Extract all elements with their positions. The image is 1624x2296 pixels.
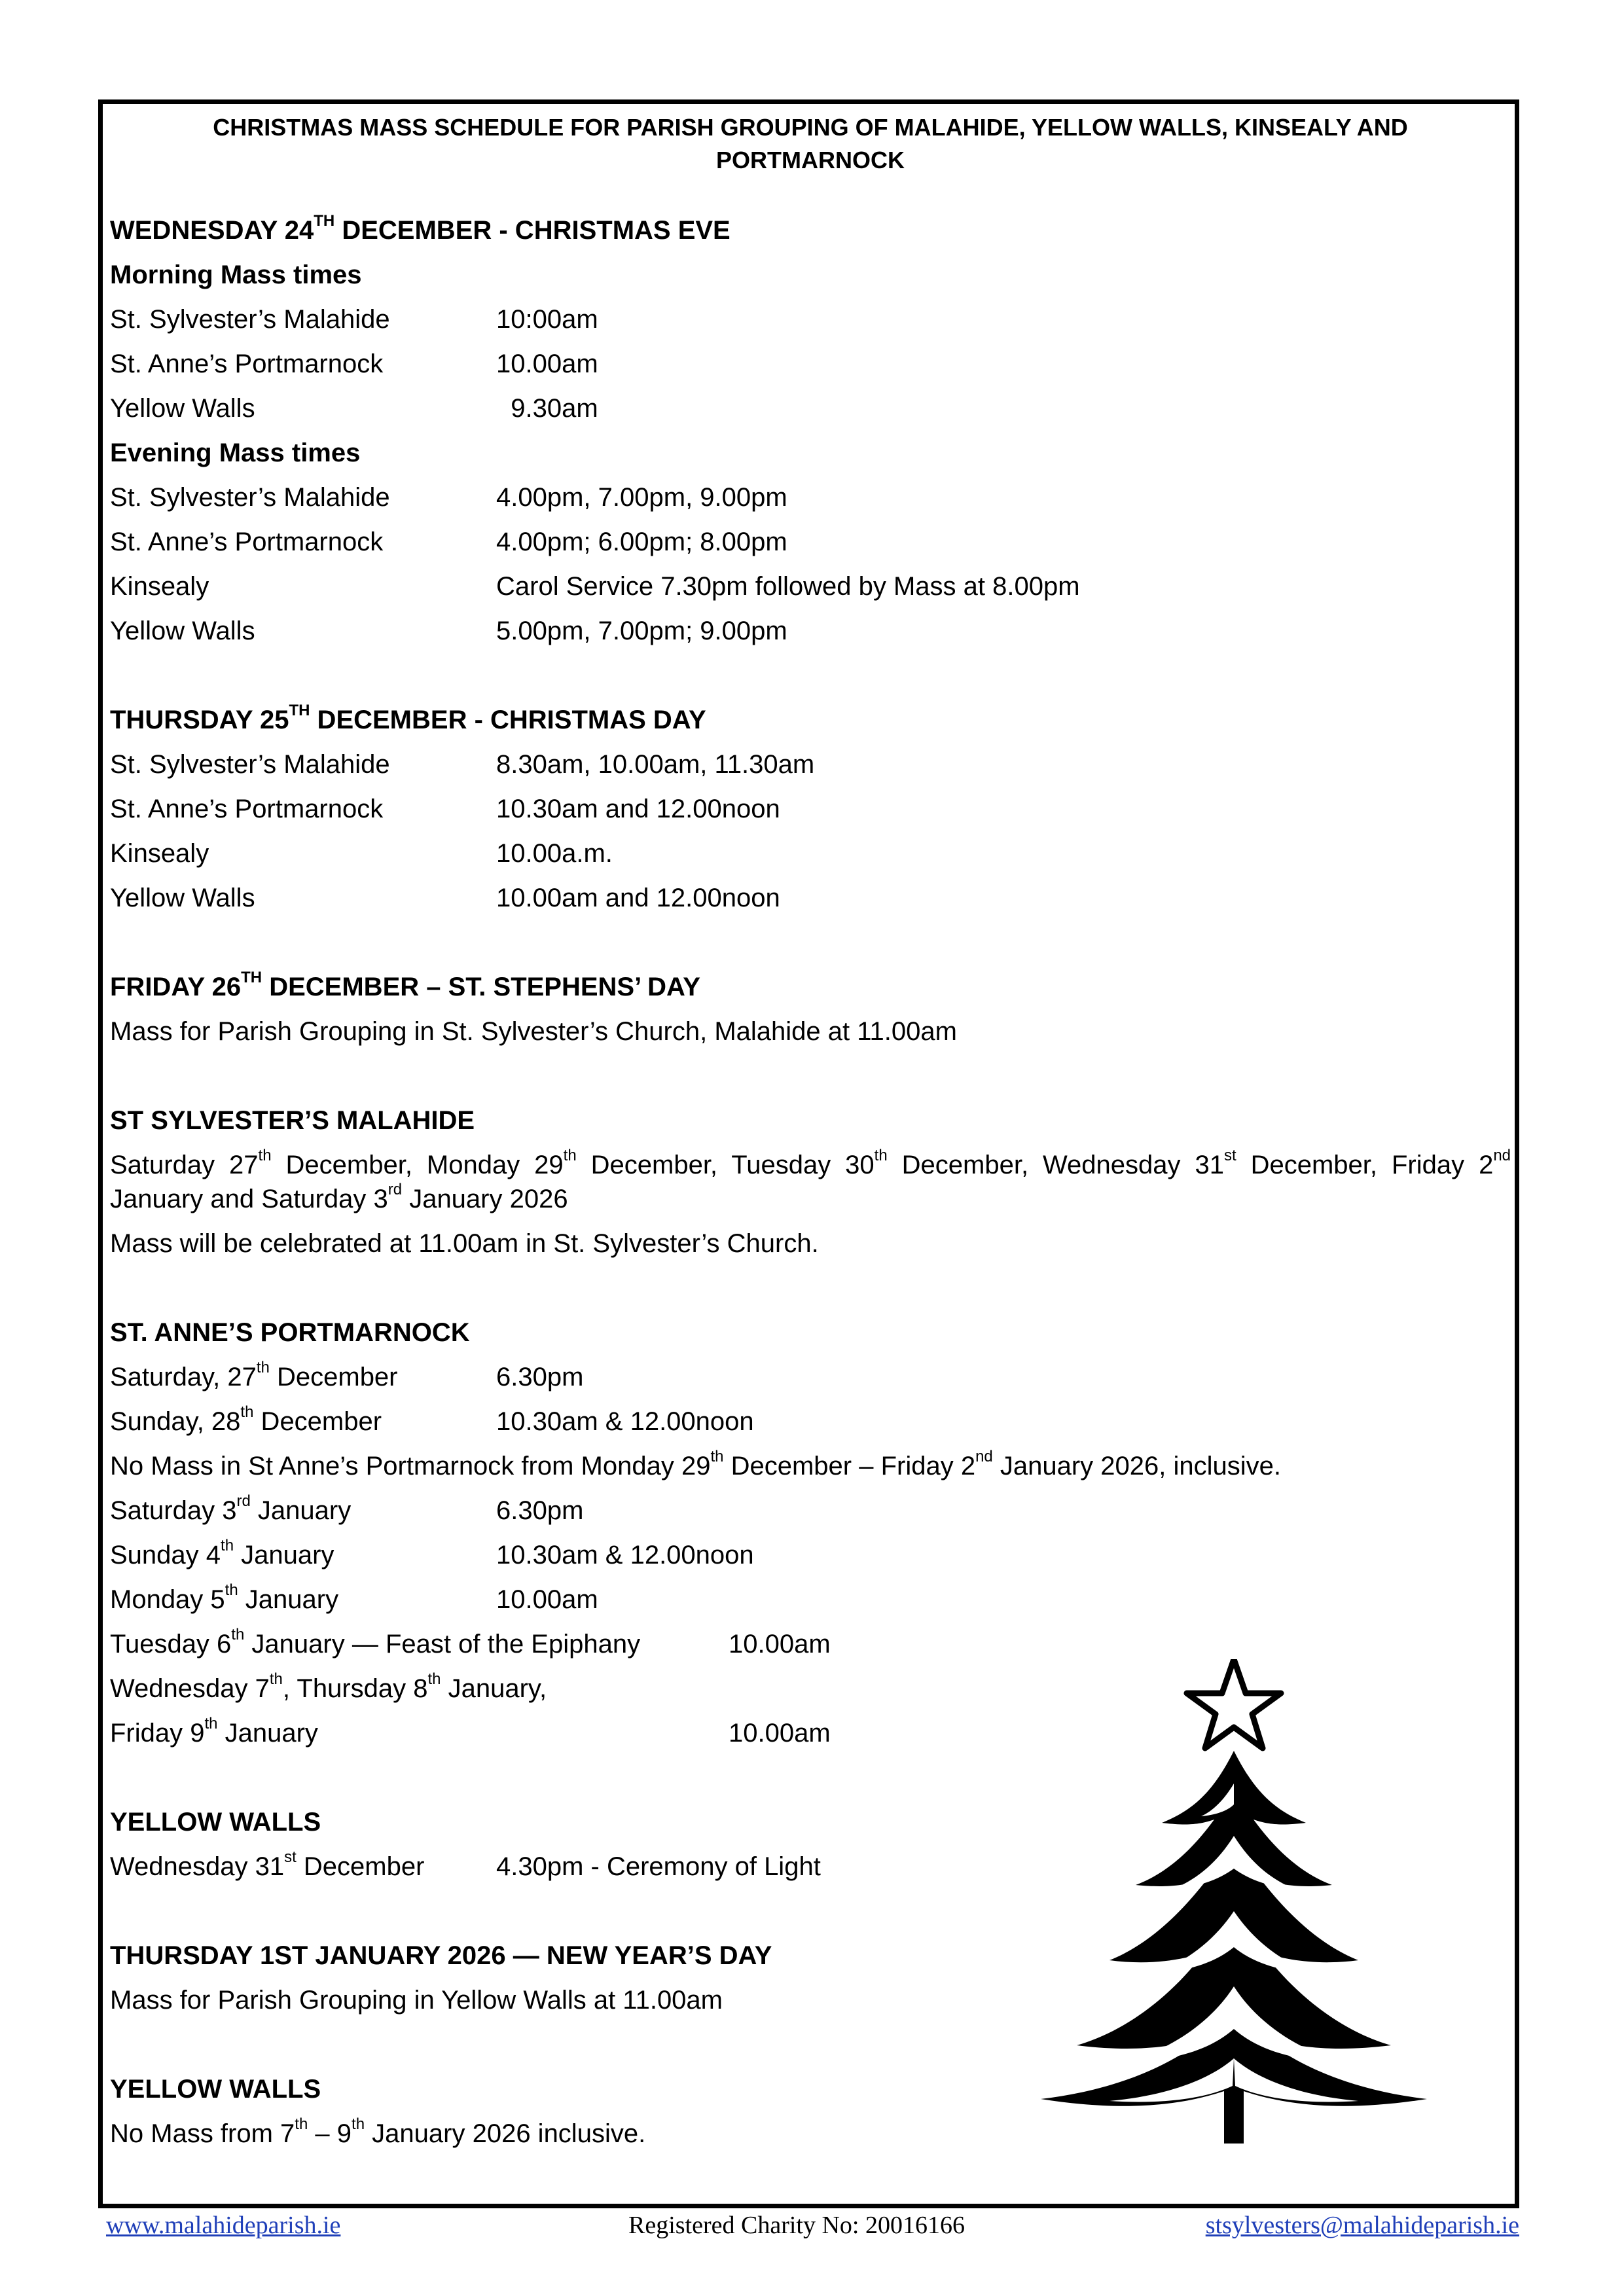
christmas-day-heading: THURSDAY 25TH DECEMBER - CHRISTMAS DAY xyxy=(110,701,706,734)
anne-row: Wednesday 7th, Thursday 8th January, xyxy=(110,1670,547,1703)
charity-number: Registered Charity No: 20016166 xyxy=(628,2212,965,2239)
anne-row: Monday 5th January 10.00am xyxy=(110,1581,598,1614)
stephens-day-heading: FRIDAY 26TH DECEMBER – ST. STEPHENS’ DAY xyxy=(110,968,700,1001)
evening-label: Evening Mass times xyxy=(110,439,361,467)
yellow-walls-no-mass: No Mass from 7th – 9th January 2026 inclusive. xyxy=(110,2115,646,2148)
eve-evening-row: St. Anne’s Portmarnock 4.00pm; 6.00pm; 8.00pm xyxy=(110,528,787,556)
new-year-text: Mass for Parish Grouping in Yellow Walls at 11.00am xyxy=(110,1986,723,2015)
anne-row: Friday 9th January 10.00am xyxy=(110,1714,831,1748)
eve-morning-row: St. Sylvester’s Malahide 10:00am xyxy=(110,305,598,334)
day-row: Yellow Walls 10.00am and 12.00noon xyxy=(110,884,780,912)
yellow-walls-heading: YELLOW WALLS xyxy=(110,1808,321,1837)
morning-label: Morning Mass times xyxy=(110,260,362,289)
eve-evening-row: Yellow Walls 5.00pm, 7.00pm; 9.00pm xyxy=(110,617,787,645)
sylvester-dates: Saturday 27th December, Monday 29th December, Tuesday 30th December, Wednesday 31st December, Friday 2nd January and Saturday 3rd January 2026 xyxy=(110,1146,1511,1213)
anne-row: Sunday, 28th December 10.30am & 12.00noon xyxy=(110,1403,754,1436)
anne-row: Saturday 3rd January 6.30pm xyxy=(110,1492,584,1525)
footer xyxy=(0,2211,1624,2244)
eve-evening-row: St. Sylvester’s Malahide 4.00pm, 7.00pm, 9.00pm xyxy=(110,483,787,512)
page-title: CHRISTMAS MASS SCHEDULE FOR PARISH GROUPING OF MALAHIDE, YELLOW WALLS, KINSEALY AND PORTMARNOCK xyxy=(213,114,1408,173)
new-year-heading: THURSDAY 1ST JANUARY 2026 — NEW YEAR’S DAY xyxy=(110,1941,772,1970)
eve-evening-row: Kinsealy Carol Service 7.30pm followed by Mass at 8.00pm xyxy=(110,572,1080,601)
day-row: St. Anne’s Portmarnock 10.30am and 12.00noon xyxy=(110,795,780,823)
christmas-eve-heading: WEDNESDAY 24TH DECEMBER - CHRISTMAS EVE xyxy=(110,211,731,245)
email-link[interactable]: stsylvesters@malahideparish.ie xyxy=(1205,2212,1519,2239)
stephens-day-text: Mass for Parish Grouping in St. Sylvester’s Church, Malahide at 11.00am xyxy=(110,1017,957,1046)
website-link[interactable]: www.malahideparish.ie xyxy=(106,2212,341,2239)
christmas-tree-icon xyxy=(1038,1659,1430,2144)
anne-row: Tuesday 6th January — Feast of the Epiphany 10.00am xyxy=(110,1625,831,1659)
sylvester-note: Mass will be celebrated at 11.00am in St. Sylvester’s Church. xyxy=(110,1229,819,1258)
anne-no-mass-note: No Mass in St Anne’s Portmarnock from Monday 29th December – Friday 2nd January 2026, inclusive. xyxy=(110,1447,1282,1480)
anne-row: Saturday, 27th December 6.30pm xyxy=(110,1358,584,1391)
yellow-walls-heading-2: YELLOW WALLS xyxy=(110,2075,321,2104)
day-row: St. Sylvester’s Malahide 8.30am, 10.00am, 11.30am xyxy=(110,750,815,779)
anne-row: Sunday 4th January 10.30am & 12.00noon xyxy=(110,1536,754,1570)
anne-heading: ST. ANNE’S PORTMARNOCK xyxy=(110,1318,470,1347)
eve-morning-row: Yellow Walls 9.30am xyxy=(110,394,598,423)
eve-morning-row: St. Anne’s Portmarnock 10.00am xyxy=(110,350,598,378)
day-row: Kinsealy 10.00a.m. xyxy=(110,839,613,868)
sylvester-heading: ST SYLVESTER’S MALAHIDE xyxy=(110,1106,475,1135)
yellow-walls-row: Wednesday 31st December 4.30pm - Ceremony of Light xyxy=(110,1848,821,1881)
